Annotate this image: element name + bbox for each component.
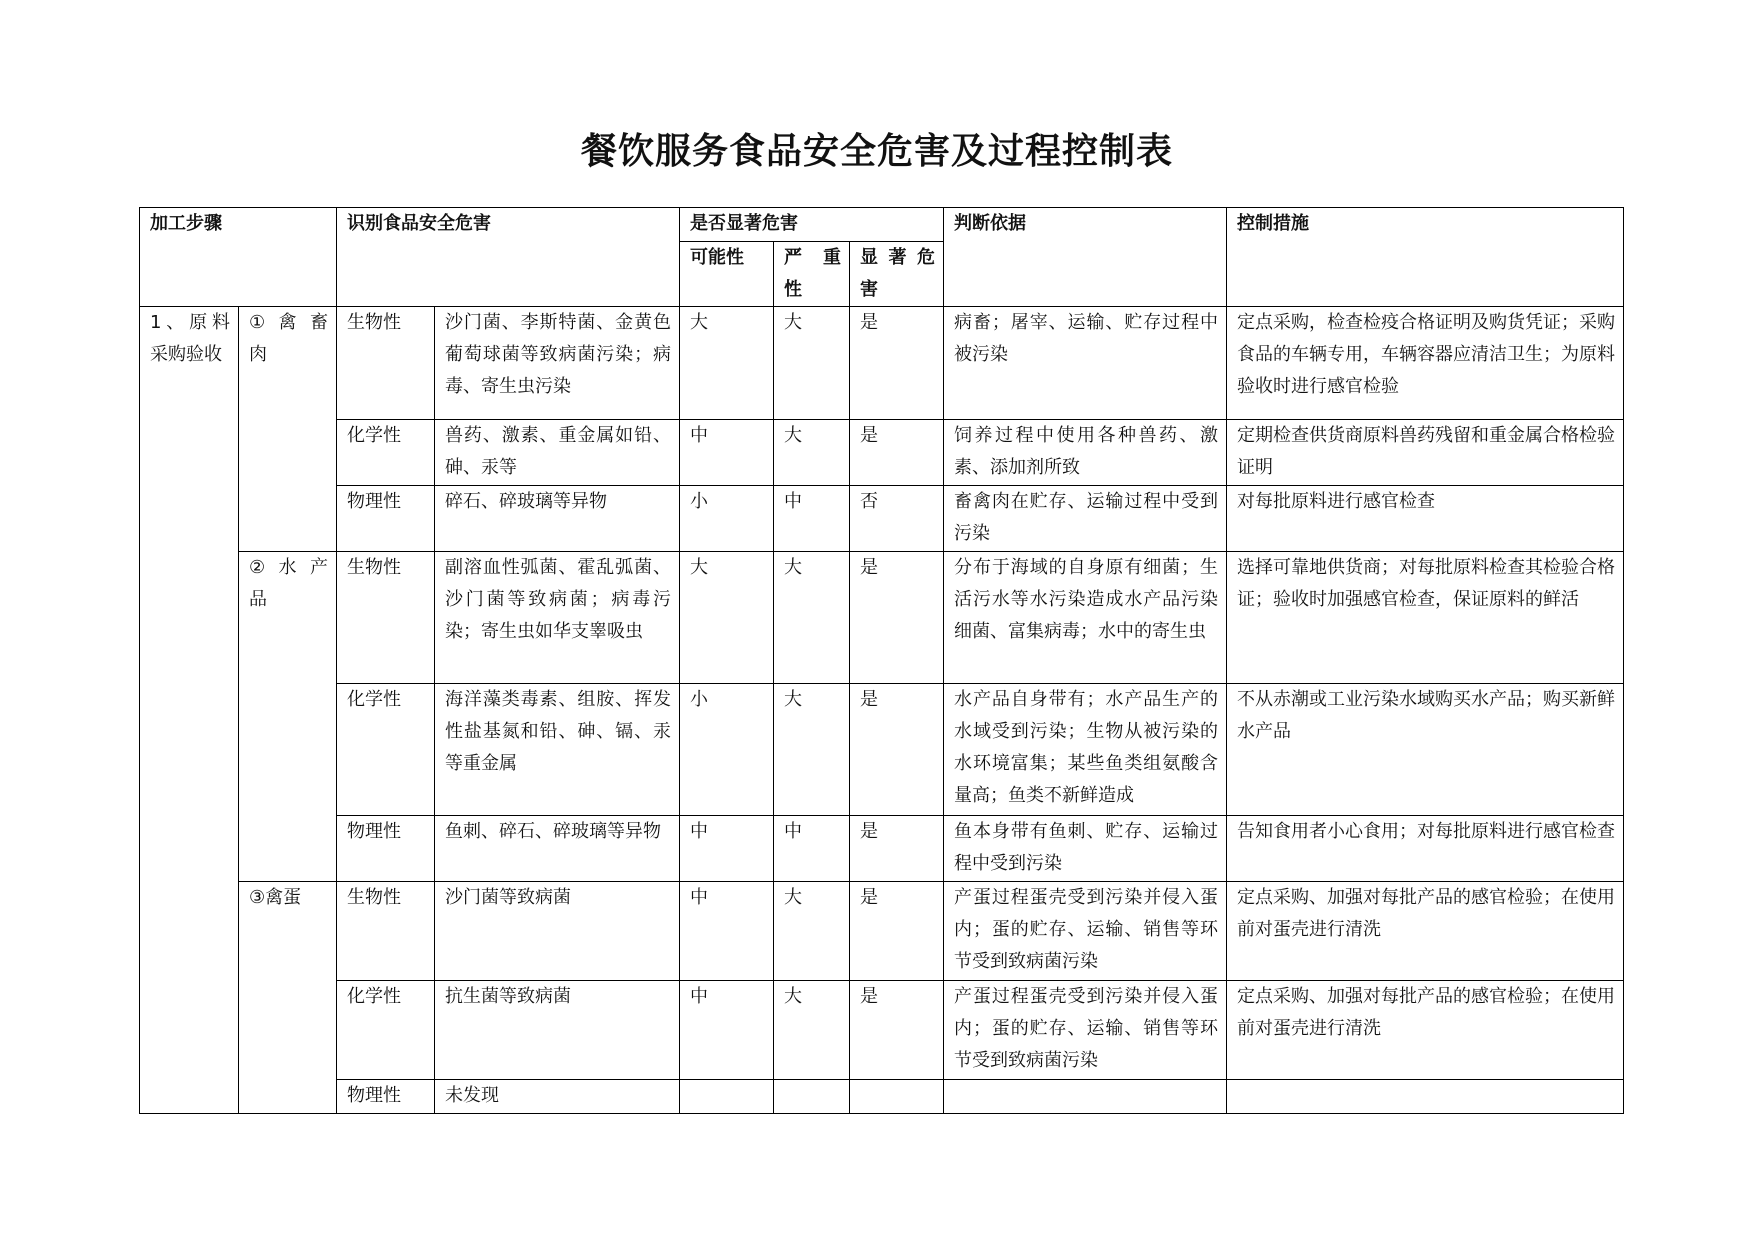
- table-row: [140, 816, 1624, 882]
- hazard-desc: 沙门菌、李斯特菌、金黄色葡萄球菌等致病菌污染；病毒、寄生虫污染: [435, 307, 680, 420]
- group-name: ① 禽 畜 肉: [239, 307, 337, 552]
- basis-cell: 产蛋过程蛋壳受到污染并侵入蛋内；蛋的贮存、运输、销售等环节受到致病菌污染: [944, 981, 1227, 1080]
- control-cell: 定期检查供货商原料兽药残留和重金属合格检验证明: [1227, 420, 1624, 486]
- control-cell: 对每批原料进行感官检查: [1227, 486, 1624, 552]
- basis-cell: 病畜；屠宰、运输、贮存过程中被污染: [944, 307, 1227, 420]
- table-row: [140, 486, 1624, 552]
- page-title: 餐饮服务食品安全危害及过程控制表: [580, 130, 1173, 172]
- header-significant: 是否显著危害: [680, 208, 944, 242]
- significant-cell: 是: [850, 684, 944, 816]
- possibility-cell: 中: [680, 420, 774, 486]
- possibility-cell: 大: [680, 552, 774, 684]
- table-row: [140, 981, 1624, 1080]
- severity-cell: 大: [774, 684, 850, 816]
- possibility-cell: 小: [680, 486, 774, 552]
- control-cell: 选择可靠地供货商；对每批原料检查其检验合格证；验收时加强感官检查，保证原料的鲜活: [1227, 552, 1624, 684]
- hazard-desc: 海洋藻类毒素、组胺、挥发性盐基氮和铅、砷、镉、汞等重金属: [435, 684, 680, 816]
- group-name: ② 水 产 品: [239, 552, 337, 882]
- hazard-control-table: [139, 207, 1624, 1114]
- control-cell: 定点采购，检查检疫合格证明及购货凭证；采购食品的车辆专用，车辆容器应清洁卫生；为原料验收时进行感官检验: [1227, 307, 1624, 420]
- basis-cell: 产蛋过程蛋壳受到污染并侵入蛋内；蛋的贮存、运输、销售等环节受到致病菌污染: [944, 882, 1227, 981]
- basis-cell: 饲养过程中使用各种兽药、激素、添加剂所致: [944, 420, 1227, 486]
- control-cell: 告知食用者小心食用；对每批原料进行感官检查: [1227, 816, 1624, 882]
- hazard-type: 物理性: [337, 1080, 435, 1114]
- possibility-cell: 中: [680, 882, 774, 981]
- basis-cell: 畜禽肉在贮存、运输过程中受到污染: [944, 486, 1227, 552]
- hazard-desc: 碎石、碎玻璃等异物: [435, 486, 680, 552]
- header-row-1: [140, 208, 1624, 242]
- table-row: [140, 420, 1624, 486]
- significant-cell: 是: [850, 816, 944, 882]
- hazard-desc: 副溶血性弧菌、霍乱弧菌、沙门菌等致病菌；病毒污染；寄生虫如华支睾吸虫: [435, 552, 680, 684]
- basis-cell: 鱼本身带有鱼刺、贮存、运输过程中受到污染: [944, 816, 1227, 882]
- hazard-desc: 鱼刺、碎石、碎玻璃等异物: [435, 816, 680, 882]
- severity-cell: 中: [774, 816, 850, 882]
- significant-cell: 是: [850, 981, 944, 1080]
- header-possibility: 可能性: [680, 242, 774, 307]
- hazard-type: 生物性: [337, 882, 435, 981]
- severity-cell: 大: [774, 981, 850, 1080]
- header-significant-hazard: 显 著 危 害: [850, 242, 944, 307]
- hazard-desc: 兽药、激素、重金属如铅、砷、汞等: [435, 420, 680, 486]
- severity-cell: 大: [774, 307, 850, 420]
- possibility-cell: 中: [680, 981, 774, 1080]
- group-name: ③禽蛋: [239, 882, 337, 1114]
- hazard-type: 化学性: [337, 684, 435, 816]
- severity-cell: 大: [774, 552, 850, 684]
- severity-cell: 中: [774, 486, 850, 552]
- table-row: [140, 684, 1624, 816]
- hazard-type: 物理性: [337, 486, 435, 552]
- header-hazard: 识别食品安全危害: [337, 208, 680, 307]
- severity-cell: [774, 1080, 850, 1114]
- header-basis: 判断依据: [944, 208, 1227, 307]
- table-row: [140, 1080, 1624, 1114]
- table-row: [140, 882, 1624, 981]
- severity-cell: 大: [774, 882, 850, 981]
- significant-cell: 是: [850, 882, 944, 981]
- header-severity: 严 重 性: [774, 242, 850, 307]
- possibility-cell: 小: [680, 684, 774, 816]
- header-step: 加工步骤: [140, 208, 337, 307]
- possibility-cell: 大: [680, 307, 774, 420]
- step-cell: 1、原料采购验收: [140, 307, 239, 1114]
- table-row: [140, 307, 1624, 420]
- control-cell: 不从赤潮或工业污染水域购买水产品；购买新鲜水产品: [1227, 684, 1624, 816]
- hazard-desc: 未发现: [435, 1080, 680, 1114]
- hazard-type: 生物性: [337, 552, 435, 684]
- significant-cell: 是: [850, 552, 944, 684]
- control-cell: 定点采购、加强对每批产品的感官检验；在使用前对蛋壳进行清洗: [1227, 882, 1624, 981]
- severity-cell: 大: [774, 420, 850, 486]
- hazard-desc: 抗生菌等致病菌: [435, 981, 680, 1080]
- significant-cell: 否: [850, 486, 944, 552]
- control-cell: [1227, 1080, 1624, 1114]
- possibility-cell: 中: [680, 816, 774, 882]
- possibility-cell: [680, 1080, 774, 1114]
- hazard-type: 生物性: [337, 307, 435, 420]
- hazard-desc: 沙门菌等致病菌: [435, 882, 680, 981]
- basis-cell: 水产品自身带有；水产品生产的水域受到污染；生物从被污染的水环境富集；某些鱼类组氨酸含量高；鱼类不新鲜造成: [944, 684, 1227, 816]
- significant-cell: 是: [850, 420, 944, 486]
- hazard-type: 化学性: [337, 981, 435, 1080]
- hazard-type: 物理性: [337, 816, 435, 882]
- table-row: [140, 552, 1624, 684]
- basis-cell: [944, 1080, 1227, 1114]
- significant-cell: 是: [850, 307, 944, 420]
- basis-cell: 分布于海域的自身原有细菌；生活污水等水污染造成水产品污染细菌、富集病毒；水中的寄生虫: [944, 552, 1227, 684]
- significant-cell: [850, 1080, 944, 1114]
- hazard-type: 化学性: [337, 420, 435, 486]
- header-control: 控制措施: [1227, 208, 1624, 307]
- control-cell: 定点采购、加强对每批产品的感官检验；在使用前对蛋壳进行清洗: [1227, 981, 1624, 1080]
